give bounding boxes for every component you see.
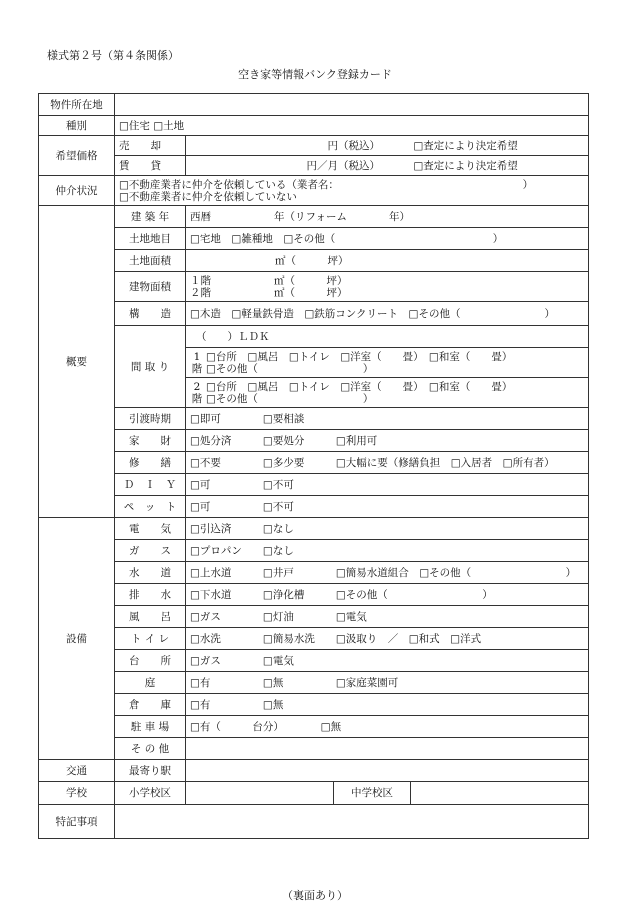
diy-label: Ｄ Ｉ Ｙ — [115, 474, 186, 496]
elementary-school-label: 小学校区 — [115, 782, 186, 805]
floor1-line2[interactable]: □その他（ ） — [206, 362, 374, 375]
furniture-options[interactable]: □処分済 □要処分 □利用可 — [186, 430, 589, 452]
ldk-field[interactable]: （ ）ＬＤＫ — [186, 326, 589, 348]
broker-requested-checkbox[interactable]: □不動産業者に仲介を依頼している（業者名： ） — [119, 178, 534, 191]
floor2-kai: 階 — [191, 392, 203, 405]
garden-options[interactable]: □有 □無 □家庭菜園可 — [186, 672, 589, 694]
furniture-label: 家 財 — [115, 430, 186, 452]
location-field[interactable] — [115, 94, 589, 116]
gas-label: ガ ス — [115, 540, 186, 562]
rent-label: 賃 貸 — [115, 156, 186, 176]
storage-label: 倉 庫 — [115, 694, 186, 716]
structure-options[interactable]: □木造 □軽量鉄骨造 □鉄筋コンクリート □その他（ ） — [186, 302, 589, 326]
land-area-field[interactable] — [186, 250, 589, 272]
parking-label: 駐 車 場 — [115, 716, 186, 738]
form-number: 様式第２号（第４条関係） — [47, 49, 179, 62]
floor2-line2[interactable]: □その他（ ） — [206, 392, 374, 405]
electricity-options[interactable]: □引込済 □なし — [186, 518, 589, 540]
built-year-label: 建 築 年 — [115, 206, 186, 228]
repair-options[interactable]: □不要 □多少要 □大幅に要（修繕負担 □入居者 □所有者） — [186, 452, 589, 474]
school-fields[interactable] — [186, 782, 589, 805]
location-label: 物件所在地 — [39, 94, 115, 116]
pet-label: ペ ッ ト — [115, 496, 186, 518]
notes-field[interactable] — [115, 805, 589, 839]
type-house-checkbox[interactable]: □住宅 — [119, 119, 150, 132]
type-label: 種別 — [39, 116, 115, 136]
pet-options[interactable]: □可 □不可 — [186, 496, 589, 518]
kitchen-label: 台 所 — [115, 650, 186, 672]
facilities-label: 設備 — [39, 518, 115, 760]
sale-unit: 円（税込） — [327, 139, 380, 152]
floor2-rooms[interactable] — [186, 378, 589, 408]
electricity-label: 電 気 — [115, 518, 186, 540]
land-area-label: 土地面積 — [115, 250, 186, 272]
diy-options[interactable]: □可 □不可 — [186, 474, 589, 496]
toilet-label: ト イ レ — [115, 628, 186, 650]
parking-options[interactable]: □有（ 台分） □無 — [186, 716, 589, 738]
nearest-station-field[interactable] — [186, 760, 589, 782]
rent-unit: 円／月（税込） — [306, 159, 380, 172]
elementary-school-field[interactable] — [186, 782, 334, 804]
broker-options[interactable] — [115, 176, 589, 206]
transport-label: 交通 — [39, 760, 115, 782]
bath-options[interactable]: □ガス □灯油 □電気 — [186, 606, 589, 628]
type-land-checkbox[interactable]: □土地 — [153, 119, 185, 132]
storage-options[interactable]: □有 □無 — [186, 694, 589, 716]
registration-table — [38, 93, 589, 839]
water-options[interactable]: □上水道 □井戸 □簡易水道組合 □その他（ ） — [186, 562, 589, 584]
price-label: 希望価格 — [39, 136, 115, 176]
overview-label: 概要 — [39, 206, 115, 518]
building-area-floor2: ２階 ㎡（ 坪） — [190, 286, 348, 299]
handover-options[interactable]: □即可 □要相談 — [186, 408, 589, 430]
floor2-number: 2 — [193, 380, 201, 393]
notes-label: 特記事項 — [39, 805, 115, 839]
floor1-line1[interactable]: □台所 □風呂 □トイレ □洋室（ 畳） □和室（ 畳） — [206, 350, 513, 363]
drainage-label: 排 水 — [115, 584, 186, 606]
drainage-options[interactable]: □下水道 □浄化槽 □その他（ ） — [186, 584, 589, 606]
sale-label: 売 却 — [115, 136, 186, 156]
sale-assess-checkbox[interactable]: □査定により決定希望 — [413, 139, 518, 152]
junior-high-school-field[interactable] — [411, 782, 588, 804]
broker-label: 仲介状況 — [39, 176, 115, 206]
built-year-field[interactable]: 西暦 年（リフォーム 年） — [186, 206, 589, 228]
gas-options[interactable]: □プロパン □なし — [186, 540, 589, 562]
school-label: 学校 — [39, 782, 115, 805]
building-area-field[interactable] — [186, 272, 589, 302]
toilet-options[interactable]: □水洗 □簡易水洗 □汲取り ／ □和式 □洋式 — [186, 628, 589, 650]
page-title: 空き家等情報バンク登録カード — [238, 68, 392, 81]
type-options[interactable] — [115, 116, 589, 136]
bath-label: 風 呂 — [115, 606, 186, 628]
sale-field[interactable] — [186, 136, 589, 156]
nearest-station-label: 最寄り駅 — [115, 760, 186, 782]
other-label: そ の 他 — [115, 738, 186, 760]
land-category-field[interactable]: □宅地 □雑種地 □その他（ ） — [186, 228, 589, 250]
floor1-kai: 階 — [191, 362, 203, 375]
garden-label: 庭 — [115, 672, 186, 694]
back-side-note: （裏面あり） — [282, 889, 348, 902]
land-area-unit: ㎡（ 坪） — [275, 254, 349, 267]
water-label: 水 道 — [115, 562, 186, 584]
other-field[interactable] — [186, 738, 589, 760]
junior-high-school-label: 中学校区 — [334, 782, 411, 804]
rent-field[interactable] — [186, 156, 589, 176]
kitchen-options[interactable]: □ガス □電気 — [186, 650, 589, 672]
handover-label: 引渡時期 — [115, 408, 186, 430]
layout-label: 間 取 り — [115, 326, 186, 408]
building-area-label: 建物面積 — [115, 272, 186, 302]
floor1-number: 1 — [193, 350, 201, 363]
floor1-rooms[interactable] — [186, 348, 589, 378]
building-area-floor1: １階 ㎡（ 坪） — [190, 274, 348, 287]
rent-assess-checkbox[interactable]: □査定により決定希望 — [413, 159, 518, 172]
structure-label: 構 造 — [115, 302, 186, 326]
repair-label: 修 繕 — [115, 452, 186, 474]
floor2-line1[interactable]: □台所 □風呂 □トイレ □洋室（ 畳） □和室（ 畳） — [206, 380, 513, 393]
land-category-label: 土地地目 — [115, 228, 186, 250]
broker-not-requested-checkbox[interactable]: □不動産業者に仲介を依頼していない — [119, 190, 297, 203]
